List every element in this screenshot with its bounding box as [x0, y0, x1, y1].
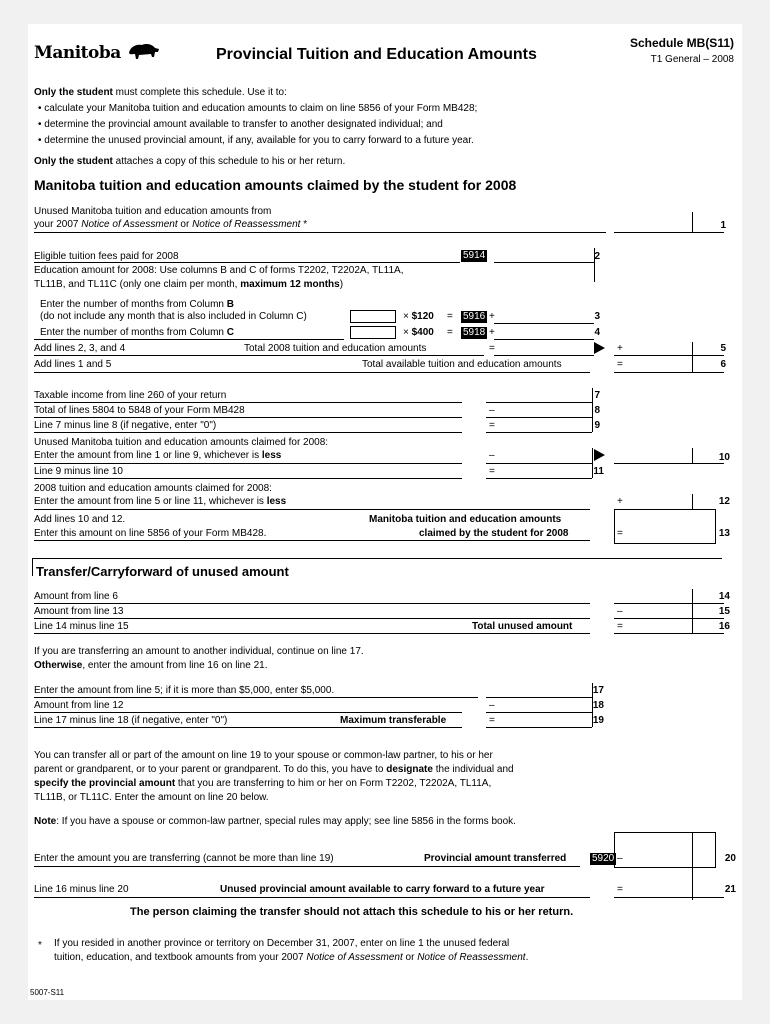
from12-label: Amount from line 12: [34, 700, 124, 711]
para-line-4: TL11B, or TL11C. Enter the amount on line 20 below.: [34, 792, 269, 803]
total-2008-label: Total 2008 tuition and education amounts: [244, 343, 427, 354]
total-available-label: Total available tuition and education amounts: [362, 359, 562, 370]
line-number: 7: [594, 390, 600, 401]
line11-field[interactable]: [486, 478, 592, 479]
line6-field[interactable]: [614, 372, 724, 373]
para-line-3: specify the provincial amount that you are transferring to him or her on Form T2202, T2202A, TL11A,: [34, 778, 492, 789]
line15-field[interactable]: [614, 618, 724, 619]
line14-field[interactable]: [614, 603, 724, 604]
line-number: 19: [592, 715, 604, 726]
code-5914: 5914: [463, 250, 486, 261]
footnote-line-1: If you resided in another province or territory on December 31, 2007, enter on line 1 the unused federal: [54, 938, 510, 949]
mb-claimed-label-1: Manitoba tuition and education amounts: [369, 514, 562, 525]
months-c-label: Enter the number of months from Column C: [40, 327, 234, 338]
total-unused-label: Total unused amount: [472, 621, 573, 632]
times-120: × $120: [403, 311, 434, 322]
line19-field[interactable]: [486, 727, 592, 728]
line-number: 8: [594, 405, 600, 416]
transfer-note-1: If you are transferring an amount to another individual, continue on line 17.: [34, 646, 364, 657]
months-b-input[interactable]: [350, 310, 396, 323]
line9m10-label: Line 9 minus line 10: [34, 466, 123, 477]
unused-claimed-label-1: Unused Manitoba tuition and education amounts claimed for 2008:: [34, 437, 329, 448]
footnote-star: *: [38, 940, 42, 951]
line18-field[interactable]: [486, 712, 592, 713]
line10-field[interactable]: [614, 463, 724, 464]
line5-sub-field[interactable]: [494, 355, 594, 356]
unused-2007-label: Unused Manitoba tuition and education amounts from: [34, 206, 272, 217]
eligible-label: Eligible tuition fees paid for 2008: [34, 251, 179, 262]
prov-transferred-label: Provincial amount transferred: [424, 853, 567, 864]
bison-icon: [127, 42, 161, 62]
add-15-label: Add lines 1 and 5: [34, 359, 112, 370]
code-5916: 5916: [463, 311, 486, 322]
unused-carry-label: Unused provincial amount available to carry forward to a future year: [220, 884, 545, 895]
unused-2007-label-2: your 2007 Notice of Assessment or Notice of Reassessment *: [34, 219, 308, 230]
line7m8-label: Line 7 minus line 8 (if negative, enter "0"): [34, 420, 217, 431]
line20-box[interactable]: [614, 832, 716, 868]
line-number: 9: [594, 420, 600, 431]
claimed-2008-label-2: Enter the amount from line 5 or line 11, whichever is less: [34, 496, 287, 507]
line-number: 3: [594, 311, 600, 322]
intro-bullet-3: • determine the unused provincial amount, if any, available for you to carry forward to a future year.: [38, 135, 474, 146]
line-number: 11: [593, 466, 604, 477]
line17-field[interactable]: [486, 697, 592, 698]
arrow-icon: [594, 449, 605, 461]
line-number: 2: [594, 251, 600, 262]
times-400: × $400: [403, 327, 434, 338]
line17m18-label: Line 17 minus line 18 (if negative, enter "0"): [34, 715, 228, 726]
attach-line: Only the student attaches a copy of this schedule to his or her return.: [34, 156, 346, 167]
line4-field[interactable]: [494, 339, 594, 340]
para-line-1: You can transfer all or part of the amount on line 19 to your spouse or common-law partner, to his or her: [34, 750, 493, 761]
taxable-label: Taxable income from line 260 of your return: [34, 390, 227, 401]
line9-field[interactable]: [486, 432, 592, 433]
add-1012-label: Add lines 10 and 12.: [34, 514, 126, 525]
note-line: Note: If you have a spouse or common-law partner, special rules may apply; see line 5856 in the forms book.: [34, 816, 516, 827]
line14m15-label: Line 14 minus line 15: [34, 621, 129, 632]
line-number: 14: [718, 591, 730, 602]
line-number: 6: [720, 359, 726, 370]
line2-field[interactable]: [494, 262, 594, 263]
line21-field[interactable]: [614, 897, 724, 898]
section2-frame: [32, 558, 722, 559]
total-lines-label: Total of lines 5804 to 5848 of your Form MB428: [34, 405, 245, 416]
intro-bullet-2: • determine the provincial amount available to transfer to another designated individual; and: [38, 119, 443, 130]
transfer-note-2: Otherwise, enter the amount from line 16 on line 21.: [34, 660, 268, 671]
enter5-label: Enter the amount from line 5; if it is more than $5,000, enter $5,000.: [34, 685, 335, 696]
from13-label: Amount from line 13: [34, 606, 124, 617]
add-234-label: Add lines 2, 3, and 4: [34, 343, 126, 354]
line13-box[interactable]: [614, 509, 716, 544]
footnote-line-2: tuition, education, and textbook amounts from your 2007 Notice of Assessment or Notice of Reassessment.: [54, 952, 529, 963]
enter-5856-label: Enter this amount on line 5856 of your Form MB428.: [34, 528, 267, 539]
line5-field[interactable]: [614, 355, 724, 356]
form-page: Manitoba Provincial Tuition and Education Amounts Schedule MB(S11) T1 General – 2008 Only the student must complete this schedule. Use it to: • calculate your Manitoba tuition and education amounts to claim on line 5856 of your Form MB428; • determine the provincial amount available to transfer to another designated individual; and • determine the unused provincial amount, if any, available for you to carry forward to a future year. Only the student attaches a copy of this schedule to his or her return. Manitoba tuition and education amounts claimed by the student for 2008 Unused Manitoba tuition and education amounts from your 2007 Notice of Assessment or Notice of Reassessment * Eligible tuition fees paid for 2008 5914 Education amount for 2008: Use columns B and C of forms T2202, T2202A, TL11A, TL11B, and TL11C (only one claim per month, maximum 12 months) Enter the number of months from Column B (do not include any month that is also included in Column C) × $120 = 5916 + Enter the number of months from Column C × $400 = 5918 + Add lines 2, 3, and 4 Total 2008 tuition and education amounts = + Add lines 1 and 5 Total available tuition and education amounts = Taxable income from line 260 of your return Total of lines 5804 to 5848 of your Form MB428 – Line 7 minus line 8 (if negative, enter "0") = Unused Manitoba tuition and education amounts claimed for 2008: Enter the amount from line 1 or line 9, whichever is less – Line 9 minus line 10 = 2008 tuition and education amounts claimed for 2008: Enter the amount from line 5 or line 11, whichever is less + Add lines 10 and 12. Enter this amount on line 5856 of your Form MB428. Manitoba tuition and education amounts claimed by the student for 2008 = Transfer/Carryforward of unused amount Amount from line 6 Amount from line 13 – Line 14 minus line 15 Total unused amount = If you are transferring an amount to another individual, continue on line 17. Otherwise, enter the amount from line 16 on line 21. Enter the amount from line 5; if it is more than $5,000, enter $5,000. Amount from line 12 – Line 17 minus line 18 (if negative, enter "0") Maximum transferable = You can transfer all or part of the amount on line 19 to your spouse or common-law partner, to his or her parent or grandparent, or to your parent or grandparent. To do this, you have to designate the individual and specify the provincial amount that you are transferring to him or her on Form T2202, T2202A, TL11A, TL11B, or TL11C. Enter the amount on line 20 below. Note: If you have a spouse or common-law partner, special rules may apply; see line 5856 in the forms book. Enter the amount you are transferring (cannot be more than line 19) Provincial amount transferred 5920 – Line 16 minus line 20 Unused provincial amount available to carry forward to a future year = The person claiming the transfer should not attach this schedule to his or her return. * If you resided in another province or territory on December 31, 2007, enter on line 1 the unused federal tuition, education, and textbook amounts from your 2007 Notice of Assessment or Notice of Reassessment. 5007-S11 1 2 3 4 5 6 7 8 9 10 11 12 13 14 15 16 17 18 19 20 21: [28, 24, 742, 1000]
months-b-label-2: (do not include any month that is also included in Column C): [40, 311, 307, 322]
line16m20-label: Line 16 minus line 20: [34, 884, 129, 895]
line-number: 17: [592, 685, 604, 696]
line1-field[interactable]: [614, 232, 724, 233]
intro-line: Only the student must complete this schedule. Use it to:: [34, 87, 287, 98]
arrow-icon: [594, 342, 605, 354]
line-number: 5: [720, 343, 726, 354]
claimed-2008-label-1: 2008 tuition and education amounts claimed for 2008:: [34, 483, 272, 494]
mb-claimed-label-2: claimed by the student for 2008: [419, 528, 569, 539]
form-title: Provincial Tuition and Education Amounts: [216, 46, 537, 63]
line3-field[interactable]: [494, 323, 594, 324]
line16-field[interactable]: [614, 633, 724, 634]
form-number: 5007-S11: [30, 988, 65, 997]
schedule-number: Schedule MB(S11): [629, 36, 734, 50]
enter-transfer-label: Enter the amount you are transferring (cannot be more than line 19): [34, 853, 334, 864]
no-attach-note: The person claiming the transfer should not attach this schedule to his or her return.: [130, 906, 574, 918]
section1-title: Manitoba tuition and education amounts claimed by the student for 2008: [34, 177, 517, 193]
line-number: 4: [594, 327, 600, 338]
section2-title: Transfer/Carryforward of unused amount: [36, 564, 289, 579]
line-number: 21: [724, 884, 736, 895]
logo-wordmark: Manitoba: [34, 43, 121, 63]
code-5920: 5920: [592, 853, 615, 864]
months-c-input[interactable]: [350, 326, 396, 339]
manitoba-logo: [34, 42, 161, 63]
line-number: 10: [718, 452, 730, 463]
line-number: 12: [718, 496, 730, 507]
line8-field[interactable]: [486, 417, 592, 418]
education-label-2: TL11B, and TL11C (only one claim per month, maximum 12 months): [34, 279, 344, 290]
from6-label: Amount from line 6: [34, 591, 118, 602]
form-subtitle: T1 General – 2008: [650, 54, 734, 65]
line-number: 18: [592, 700, 604, 711]
line-number: 16: [718, 621, 730, 632]
para-line-2: parent or grandparent, or to your parent or grandparent. To do this, you have to designate the individual and: [34, 764, 514, 775]
intro-bullet-1: • calculate your Manitoba tuition and education amounts to claim on line 5856 of your Form MB428;: [38, 103, 478, 114]
line7-field[interactable]: [486, 402, 592, 403]
line-number: 20: [724, 853, 736, 864]
line10-sub-field[interactable]: [486, 463, 592, 464]
line-number: 1: [720, 220, 726, 231]
line-number: 15: [718, 606, 730, 617]
code-5918: 5918: [463, 327, 486, 338]
unused-claimed-label-2: Enter the amount from line 1 or line 9, whichever is less: [34, 450, 282, 461]
months-b-label-1: Enter the number of months from Column B: [40, 299, 234, 310]
education-label-1: Education amount for 2008: Use columns B and C of forms T2202, T2202A, TL11A,: [34, 265, 404, 276]
line-number: 13: [718, 528, 730, 539]
max-transferable-label: Maximum transferable: [340, 715, 447, 726]
